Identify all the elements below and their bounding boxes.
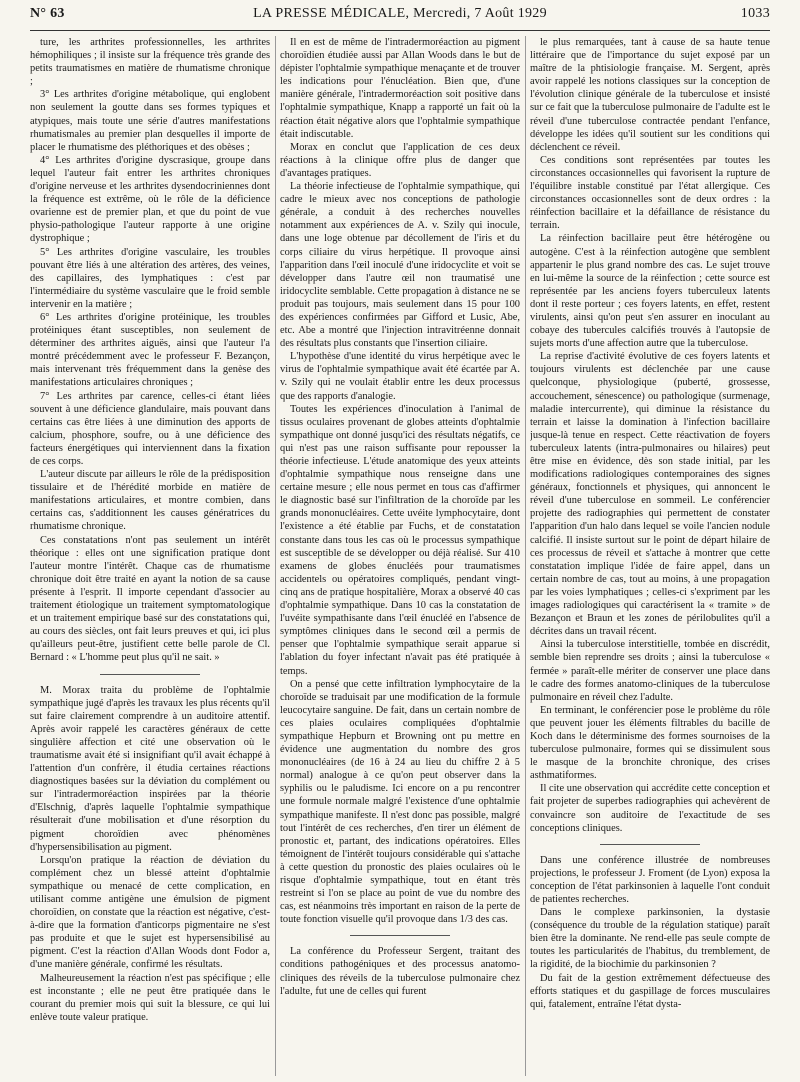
column-3 [530, 36, 770, 1076]
section-separator [350, 935, 450, 936]
paragraph: Morax en conclut que l'application de ces deux réactions à la clinique offre plus de danger que d'avantages pratiques. [280, 141, 520, 179]
issue-number: N° 63 [30, 6, 65, 21]
paragraph: 6° Les arthrites d'origine protéinique, les troubles protéiniques étant susceptibles, non seulement de déterminer des arthrites aiguës, ainsi que l'auteur l'a montré précédemment avec le professeur F. Bezançon, mais intervenant très fréquemment dans la genèse des manifestations articulaires chroniques ; [30, 311, 270, 389]
running-header [30, 6, 770, 30]
paragraph: Ces conditions sont représentées par toutes les circonstances occasionnelles qui favorisent la rupture de l'équilibre instable constitué par l'état allergique. Ces circonstances occasionnelles sont de deux ordres : la réinfection bacillaire et la défaillance de résistance du terrain. [530, 154, 770, 232]
section-separator [600, 844, 700, 845]
page-number: 1033 [740, 6, 770, 21]
paragraph: Du fait de la gestion extrêmement défectueuse des efforts statiques et du gaspillage de forces musculaires qui, fatalement, entraîne l'état dysta- [530, 972, 770, 1010]
column-divider [275, 36, 276, 1076]
paragraph: 5° Les arthrites d'origine vasculaire, les troubles pouvant être liés à une altération des artères, des veines, des capillaires, des lymphatiques : c'est par l'intermédiaire du système vasculaire que le froid semble intervenir en la matière ; [30, 246, 270, 310]
paragraph: Malheureusement la réaction n'est pas spécifique ; elle est inconstante ; elle ne peut être pratiquée dans le courant du premier mois qui suit la blessure, ce qui lui enlève toute valeur pratique. [30, 972, 270, 1023]
section-separator [100, 674, 200, 675]
paragraph: 4° Les arthrites d'origine dyscrasique, groupe dans lequel l'auteur fait entrer les arthrites chroniques d'origine nerveuse et les arthrites dysendocriniennes dont la fréquence est extrême, où le rôle de la déficience ovarienne est de premier plan, et que du point de vue physio-pathologique l'auteur rapporte à une origine dystrophique ; [30, 154, 270, 245]
paragraph: M. Morax traita du problème de l'ophtalmie sympathique jugé d'après les travaux les plus récents qu'il sut faire clairement comprendre à un auditoire attentif. Après avoir rappelé les caractères généraux de cette singulière affection et cité une observation où le traumatisme avait été si insignifiant qu'il avait échappé à l'attention d'un confrère, il étudia certaines réactions diagnostiques basées sur la déviation du complément ou sur l'intradermoréaction inspirées par la théorie d'Elschnig, d'après laquelle l'ophtalmie sympathique résulterait d'une mobilisation et d'une résorption du pigment choroïdien avec phénomènes d'hypersensibilisation au pigment. [30, 684, 270, 853]
paragraph: L'auteur discute par ailleurs le rôle de la prédisposition tissulaire et de l'hérédité morbide en matière de manifestations articulaires, et montre combien, dans certains cas, s'additionnent les causes génératrices du rhumatisme chronique. [30, 469, 270, 533]
paragraph: La reprise d'activité évolutive de ces foyers latents et toujours virulents est déclenchée par une cause quelconque, physiologique (puberté, grossesse, accouchement, sénescence) ou pathologique (surmenage, maladie intercurrente), qui diminue la résistance du terrain et laisse la domination à l'infection bacillaire jusque-là tenue en respect. Cette réactivation de foyers tuberculeux latents (intra-pulmonaires ou hilaires) peut être mise en évidence, dès son stade initial, par les modifications radiologiques contemporaines des signes généraux, fonctionnels et physiques, qui annoncent le réveil d'une tuberculose en sommeil. Le conférencier projette des radiographies qui permettent de constater l'apparition d'un halo dans lequel se voile l'ancien nodule calcifié. Il insiste surtout sur le point de départ hilaire de ces processus de réveil et s'attache à montrer que cette constatation implique l'idée de faire appel, dans un certain nombre de cas, tout au moins, à une propagation par les voies lymphatiques ; celles-ci s'expriment par les images radiologiques qui caractérisent la « tramite » de Bezançon et Braun et les zones de périlobulites qu'il a décrites dans un travail récent. [530, 351, 770, 638]
paragraph: La réinfection bacillaire peut être hétérogène ou autogène. C'est à la réinfection autogène que semblent appartenir le plus grand nombre des cas. Le sujet trouve en lui-même la source de la réinfection ; cette source est représentée par les anciens foyers tuberculeux latents dont il reste porteur ; ces foyers latents, en effet, restent virulents, ainsi qu'on peut s'en assurer en inoculant au cobaye des tubercules calcifiés trouvés à l'autopsie de sujets morts d'une affection autre que la tuberculose. [530, 233, 770, 350]
paragraph: Ces constatations n'ont pas seulement un intérêt théorique : elles ont une signification pratique dont l'auteur montre l'intérêt. Chaque cas de rhumatisme chronique doit être traité en ayant la notion de sa cause présente à l'esprit. Il importe cependant d'associer au traitement étiologique un traitement symptomatologique et un traitement empirique basé sur des constatations qui, au cours des siècles, ont fait leurs preuves et qui, ici plus qu'ailleurs peut-être, justifient cette belle parole de Cl. Bernard : « L'homme peut plus qu'il ne sait. » [30, 534, 270, 664]
column-2 [280, 36, 520, 1076]
column-1 [30, 36, 270, 1076]
paragraph: Dans une conférence illustrée de nombreuses projections, le professeur J. Froment (de Lyon) exposa la conception de l'état parkinsonien à laquelle l'ont conduit de patientes recherches. [530, 854, 770, 905]
paragraph: Toutes les expériences d'inoculation à l'animal de tissus oculaires provenant de globes atteints d'ophtalmie sympathique ont donné jusqu'ici des résultats négatifs, ce qui n'est pas une raison suffisante pour repousser la théorie infectieuse. L'étude anatomique des yeux atteints d'ophtalmie sympathique nous renseigne dans une certaine mesure ; elle nous permet en tous cas d'affirmer le diagnostic basé sur l'infiltration de la choroïde par les grands mononucléaires. Cette uvéite lymphocytaire, dont l'existence a été établie par Fuchs, et de constatation constante dans tous les cas où le processus sympathique est susceptible de se développer ou déjà réalisé. Sur 410 examens de globes énucléés pour traumatismes accidentels ou opératoires compliqués, pendant vingt-cinq ans de pratique hospitalière, Morax a observé 40 cas d'ophtalmie sympathique. Dans 10 cas la constatation de l'uvéite sympathisante dans l'œil énucléé en l'absence de symptômes cliniques dans le second œil a permis de penser que l'ophtalmie sympathique serait apparue si l'ablation du foyer infectant n'avait pas été pratiquée à temps. [280, 403, 520, 677]
column-divider [525, 36, 526, 1076]
paragraph: La conférence du Professeur Sergent, traitant des conditions pathogéniques et des processus anatomo-cliniques des réveils de la tuberculose pulmonaire chez l'adulte, fut une de celles qui furent [280, 946, 520, 997]
paragraph: ture, les arthrites professionnelles, les arthrites hémophiliques ; il insiste sur la fréquence très grande des petits traumatismes en matière de rhumatisme chronique ; [30, 37, 270, 88]
paragraph: On a pensé que cette infiltration lymphocytaire de la choroïde se traduisait par une modification de la formule leucocytaire sanguine. De fait, dans un certain nombre de ces plaies oculaires compliquées d'ophtalmie sympathique Hepburn et Browning ont pu mettre en évidence une augmentation du nombre des gros mononucléaires (de 16 à 24 au lieu du chiffre 2 à 5 normal) analogue à ce qu'on peut observer dans la syphilis ou le paludisme. Ici encore on a pu rencontrer une formule normale malgré l'existence d'une ophtalmie sympathique manifeste. Il n'est donc pas possible, malgré tout l'intérêt de ces recherches, d'en tirer un élément de pronostic et, partant, des indications opératoires. Elles témoignent de l'intérêt toujours considérable qui s'attache à cette question du pronostic des plaies oculaires où le risque d'ophtalmie sympathique, tout en étant très restreint si l'on se place au point de vue du nombre des cas, est néanmoins très important en raison de la perte de toute fonction visuelle qu'il provoque dans 1/3 des cas. [280, 678, 520, 926]
paragraph: 7° Les arthrites par carence, celles-ci étant liées souvent à une déficience glandulaire, mais pouvant dans certains cas être liées à une diminution des apports de calcium, phosphore, soufre, ou à une déficience des facteurs énergétiques qui interviennent dans la fixation de ces corps. [30, 390, 270, 467]
paragraph: Ainsi la tuberculose interstitielle, tombée en discrédit, semble bien reprendre ses droits ; ainsi la tuberculose « fermée » paraît-elle mériter de conserver une place dans le cadre des formes anatomo-cliniques de la tuberculose pulmonaire en réveil chez l'adulte. [530, 639, 770, 703]
paragraph: Il cite une observation qui accrédite cette conception et fait projeter de superbes radiographies qui achevèrent de convaincre son auditoire de l'exactitude de ses conceptions cliniques. [530, 783, 770, 834]
paragraph: Il en est de même de l'intradermoréaction au pigment choroïdien étudiée aussi par Allan Woods dans le but de dépister l'ophtalmie sympathique menaçante et de trouver les indications pour l'énucléation. Bien que, d'une manière générale, l'intradermoréaction soit positive dans l'ophtalmie sympathique, Knapp a rapporté un fait où la réaction était négative alors que l'ophtalmie sympathique était indiscutable. [280, 37, 520, 140]
paragraph: L'hypothèse d'une identité du virus herpétique avec le virus de l'ophtalmie sympathique avait été écartée par A. v. Szily qui ne voulait établir entre les deux processus que des rapports d'analogie. [280, 351, 520, 402]
paragraph: Lorsqu'on pratique la réaction de déviation du complément chez un blessé atteint d'ophtalmie sympathique ou menacé de cette complication, en utilisant comme antigène une émulsion de pigment choroïdien, on constate que la réaction est négative, c'est-à-dire que la formation d'anticorps pigmentaire ne s'est pas produite et que le sujet est hypersensibilisé au pigment. C'est la réaction d'Allan Woods dont Fodor a, d'une manière générale, confirmé les résultats. [30, 854, 270, 971]
paragraph: le plus remarquées, tant à cause de sa haute tenue littéraire que de l'importance du sujet exposé par un maître de la phtisiologie française. M. Sergent, après avoir rappelé les notions classiques sur la conception de l'évolution clinique générale de la tuberculose et insisté sur ce fait que la tuberculose pulmonaire de l'adulte est le réveil d'une tuberculose contractée pendant l'enfance, développe les idées qu'il soutient sur les conditions qui déclenchent ce réveil. [530, 37, 770, 153]
paragraph: Dans le complexe parkinsonien, la dystasie (conséquence du trouble de la régulation statique) paraît bien être la dominante. Ne rend-elle pas seule compte de toutes les particularités de l'habitus, du tremblement, de la rigidité, de la biochimie du parkinsonien ? [530, 907, 770, 971]
paragraph: 3° Les arthrites d'origine métabolique, qui englobent non seulement la goutte dans ses formes typiques et atypiques, mais toute une série d'autres manifestations rhumatismales au premier plan desquelles il importe de placer le rhumatisme des pléthoriques et des obèses ; [30, 89, 270, 153]
paragraph: En terminant, le conférencier pose le problème du rôle que peuvent jouer les éléments filtrables du bacille de Koch dans le déterminisme des formes sournoises de la tuberculose pulmonaire, formes qui se dissimulent sous le masque de la bronchite chronique, des crises asthmatiformes. [530, 704, 770, 782]
header-rule [30, 30, 770, 31]
journal-title: LA PRESSE MÉDICALE, Mercredi, 7 Août 1929 [253, 6, 547, 21]
paragraph: La théorie infectieuse de l'ophtalmie sympathique, qui cadre le mieux avec nos conceptions de pathologie générale, a conduit à des recherches nouvelles notamment aux expériences de A. v. Szily qui inocule, dans une loge obtenue par décollement de l'iris et du corps ciliaire du virus herpétique. Il provoque ainsi l'apparition dans l'œil inoculé d'une iridocyclite et voit se développer dans l'autre œil non traumatisé une iridocyclite semblable. Cette propagation à distance ne se produit pas toujours, mais seulement dans 15 pour 100 des expériences confirmées par Gifford et Lusic, Abe, etc. Abe a montré que l'injection intravitréenne donnait des résultats plus constants que l'insertion ciliaire. [280, 181, 520, 350]
